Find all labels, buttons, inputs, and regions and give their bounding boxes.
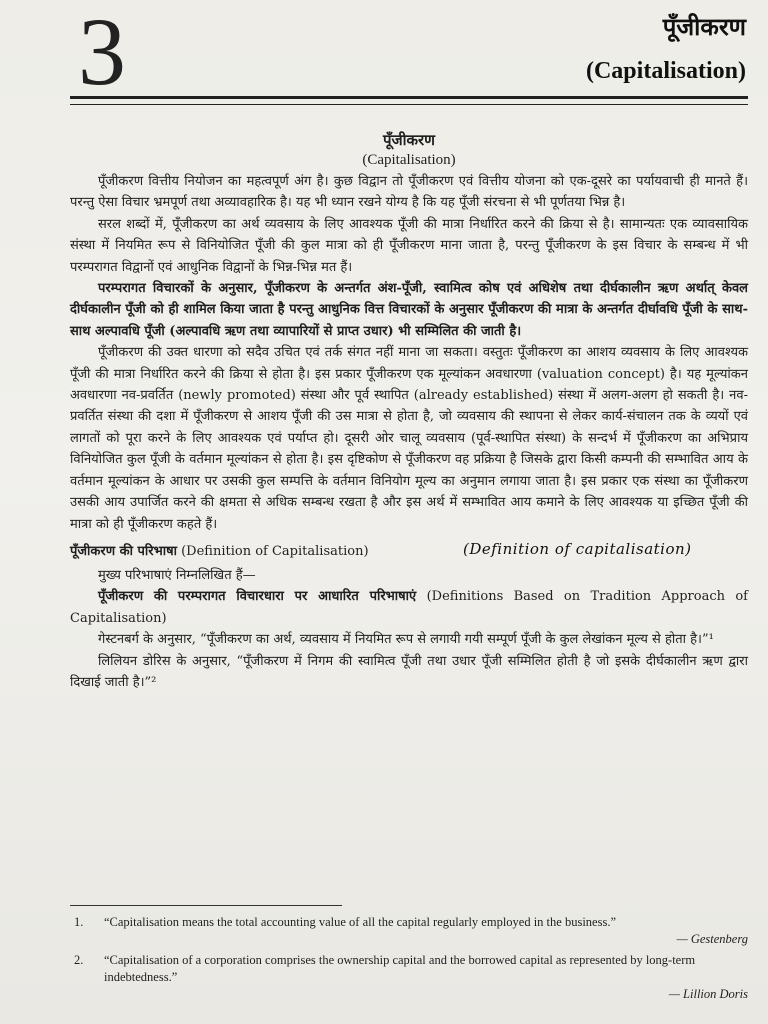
footnote-number: 1. (74, 915, 84, 929)
definition-subheading-english: (Definitions Based on Tradition Approach of Capitalisation) (70, 589, 748, 626)
section-title-english: (Capitalisation) (362, 152, 456, 168)
definition-subheading-hindi: पूँजीकरण की परम्परागत विचारधारा पर आधारित परिभाषाएं (98, 589, 417, 605)
page-content (70, 130, 748, 693)
paragraph-2: सरल शब्दों में, पूँजीकरण का अर्थ व्यवसाय के लिए आवश्यक पूँजी की मात्रा निर्धारित करने की क्रिया से है। सामान्यतः एक व्यावसायिक संस्था में नियमित रूप से विनियोजित पूँजी की कुल मात्रा को ही पूँजीकरण माना जाता है, परन्तु पूँजीकरण के इस विचार के सम्बन्ध में भी परम्परागत विद्वानों एवं आधुनिक विद्वानों के भिन्न-भिन्न मत हैं। (70, 216, 748, 275)
footnote-text: “Capitalisation means the total accounting value of all the capital regularly employed in the business.” (104, 915, 616, 929)
header-rule-thin (70, 104, 748, 105)
footnotes (70, 914, 748, 1007)
header-rule-thick (70, 96, 748, 99)
footnote-text: “Capitalisation of a corporation comprises the ownership capital and the borrowed capital as represented by long-term indebtedness.” (104, 953, 696, 984)
definition-heading-hindi: पूँजीकरण की परिभाषा (70, 543, 177, 559)
definition-gestenberg: गेस्टनबर्ग के अनुसार, “पूँजीकरण का अर्थ, व्यवसाय में नियमित रूप से लगायी गयी सम्पूर्ण पूँजी के कुल लेखांकन मूल्य से होता है।”¹ (98, 632, 714, 648)
handwritten-annotation: (Definition of capitalisation) (463, 539, 692, 558)
definition-lillian-doris: लिलियन डोरिस के अनुसार, “पूँजीकरण में निगम की स्वामित्व पूँजी तथा उधार पूँजी सम्मिलित होती है जो इसके दीर्घकालीन ऋण द्वारा दिखाई जाती है।”² (70, 653, 748, 690)
definition-subheading (70, 586, 748, 629)
definition-heading-english: (Definition of Capitalisation) (181, 543, 369, 559)
footnote-rule (70, 905, 342, 906)
footnote-attribution: — Gestenberg (676, 932, 748, 946)
chapter-title-english: (Capitalisation) (585, 58, 746, 84)
footnote-2 (70, 952, 748, 1003)
footnote-attribution: — Lillion Doris (668, 987, 748, 1001)
footnote-number: 2. (74, 953, 84, 967)
definition-heading (70, 541, 748, 563)
paragraph-4: पूँजीकरण की उक्त धारणा को सदैव उचित एवं तर्क संगत नहीं माना जा सकता। वस्तुतः पूँजीकरण का आशय व्यवसाय के लिए आवश्यक पूँजी की मात्रा निर्धारित करने की क्रिया से होता है। इस प्रकार पूँजीकरण एक मूल्यांकन अवधारणा (valuation concept) है। यह मूल्यांकन अवधारणा नव-प्रवर्तित (newly promoted) संस्था और पूर्व स्थापित (already established) संस्था में अलग-अलग हो सकती है। नव-प्रवर्तित संस्था की दशा में पूँजीकरण से आशय पूँजी की उस मात्रा से होता है, जो व्यवसाय की स्थापना से लेकर कार्य-संचालन तक के व्ययों एवं लागतों को पूरा करने के लिए आवश्यक एवं पर्याप्त हो। दूसरी ओर चालू व्यवसाय (पूर्व-स्थापित संस्था) के सन्दर्भ में पूँजीकरण का अभिप्राय विनियोजित कुल पूँजी के वर्तमान मूल्यांकन से होता है। इस दृष्टिकोण से पूँजीकरण वह प्रक्रिया है जिसके द्वारा किसी कम्पनी की सम्भावित आय के वर्तमान मूल्यांकन के आधार पर उसकी कुल सम्पत्ति के वर्तमान विनियोग मूल्य का अनुमान लगाया जाता है। इस प्रकार एक संस्था का पूँजीकरण उसकी आय उपार्जित करने की क्षमता से अधिक सम्बन्ध रखता है और इस अर्थ में सम्भावित आय कमाने के लिए आवश्यक या इच्छित पूँजी की मात्रा को ही पूँजीकरण कहते हैं। (70, 345, 748, 532)
definition-intro: मुख्य परिभाषाएं निम्नलिखित हैं— (98, 567, 256, 583)
chapter-number: 3 (78, 0, 126, 105)
section-title-hindi: पूँजीकरण (382, 131, 436, 149)
paragraph-3: परम्परागत विचारकों के अनुसार, पूँजीकरण के अन्तर्गत अंश-पूँजी, स्वामित्व कोष एवं अधिशेष तथा दीर्घकालीन ऋण अर्थात् केवल दीर्घकालीन पूँजी को ही शामिल किया जाता है परन्तु आधुनिक वित्त विचारकों के अनुसार पूँजीकरण की मात्रा के अन्तर्गत दीर्घावधि पूँजी के साथ-साथ अल्पावधि पूँजी (अल्पावधि ऋण तथा व्यापारियों से प्राप्त उधार) भी सम्मिलित की जाती है। (70, 281, 748, 339)
paragraph-1: पूँजीकरण वित्तीय नियोजन का महत्वपूर्ण अंग है। कुछ विद्वान तो पूँजीकरण एवं वित्तीय योजना को एक-दूसरे का पर्यायवाची ही मानते हैं। परन्तु ऐसा विचार भ्रमपूर्ण तथा अव्यावहारिक है। यह भी ध्यान रखने योग्य है कि यह पूँजी संरचना से भी पूर्णतया भिन्न है। (70, 174, 748, 211)
footnote-1 (70, 914, 748, 948)
chapter-title-hindi: पूँजीकरण (662, 13, 746, 41)
